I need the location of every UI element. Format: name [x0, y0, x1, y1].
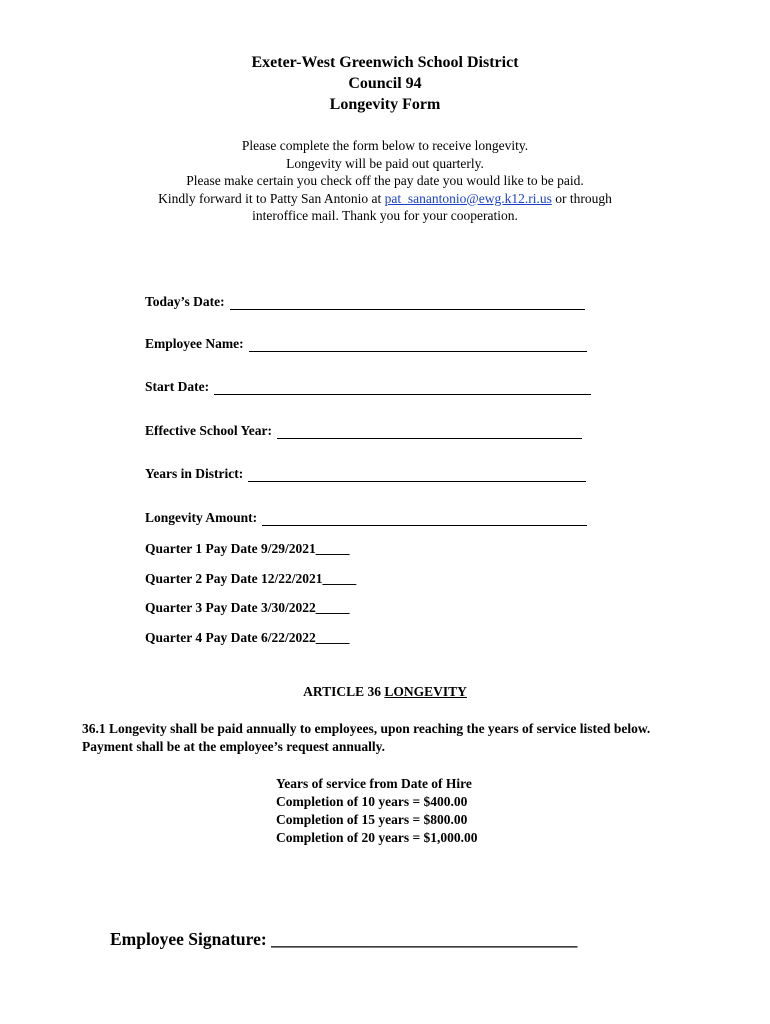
quarter-2-pay-date[interactable]: Quarter 2 Pay Date 12/22/2021_____ — [145, 571, 357, 586]
schedule-row-10-years: Completion of 10 years = $400.00 — [276, 794, 468, 809]
district-title: Exeter-West Greenwich School District — [251, 54, 519, 71]
quarter-4-pay-date[interactable]: Quarter 4 Pay Date 6/22/2022_____ — [145, 630, 350, 645]
schedule-heading: Years of service from Date of Hire — [276, 776, 472, 791]
article-number: ARTICLE 36 — [303, 684, 385, 699]
employee-name-label: Employee Name: — [145, 336, 244, 351]
article-heading — [0, 684, 770, 700]
intro-text — [0, 137, 770, 225]
years-in-district-label: Years in District: — [145, 466, 244, 481]
intro-line-1: Please complete the form below to receive longevity. — [241, 138, 529, 153]
schedule-row-20-years: Completion of 20 years = $1,000.00 — [276, 830, 478, 845]
longevity-amount-field — [145, 510, 587, 526]
employee-name-input-line[interactable] — [249, 337, 587, 352]
start-date-field — [145, 379, 591, 395]
schedule-row-15-years: Completion of 15 years = $800.00 — [276, 812, 468, 827]
intro-line-4 — [0, 190, 770, 208]
employee-name-field — [145, 336, 587, 352]
longevity-amount-input-line[interactable] — [262, 511, 587, 526]
intro-line-4-suffix: or through — [551, 190, 612, 206]
quarter-1-pay-date[interactable]: Quarter 1 Pay Date 9/29/2021_____ — [145, 541, 350, 556]
years-in-district-input-line[interactable] — [248, 467, 586, 482]
effective-school-year-input-line[interactable] — [277, 424, 582, 439]
years-in-district-field — [145, 466, 586, 482]
todays-date-input-line[interactable] — [230, 295, 585, 310]
todays-date-field — [145, 294, 585, 310]
council-title: Council 94 — [348, 75, 422, 92]
intro-line-3: Please make certain you check off the pay date you would like to be paid. — [186, 173, 584, 188]
intro-line-2: Longevity will be paid out quarterly. — [286, 155, 484, 171]
start-date-label: Start Date: — [145, 379, 210, 394]
article-body: 36.1 Longevity shall be paid annually to employees, upon reaching the years of service listed below. Payment shall be at the employee’s request annually. — [82, 721, 651, 754]
todays-date-label: Today’s Date: — [145, 294, 225, 309]
quarter-3-pay-date[interactable]: Quarter 3 Pay Date 3/30/2022_____ — [145, 600, 350, 615]
article-title: LONGEVITY — [384, 684, 467, 699]
employee-signature-label: Employee Signature: — [110, 929, 267, 949]
email-link[interactable]: pat_sanantonio@ewg.k12.ri.us — [384, 190, 552, 206]
longevity-schedule — [276, 775, 478, 847]
intro-line-4-prefix: Kindly forward it to Patty San Antonio at — [158, 190, 385, 206]
start-date-input-line[interactable] — [214, 380, 591, 395]
effective-school-year-label: Effective School Year: — [145, 423, 272, 438]
form-title: Longevity Form — [329, 96, 441, 113]
employee-signature-field — [110, 929, 577, 950]
effective-school-year-field — [145, 423, 582, 439]
longevity-amount-label: Longevity Amount: — [145, 510, 258, 525]
employee-signature-line[interactable]: ___________________________________ — [271, 929, 578, 949]
intro-line-5: interoffice mail. Thank you for your cooperation. — [252, 208, 518, 223]
